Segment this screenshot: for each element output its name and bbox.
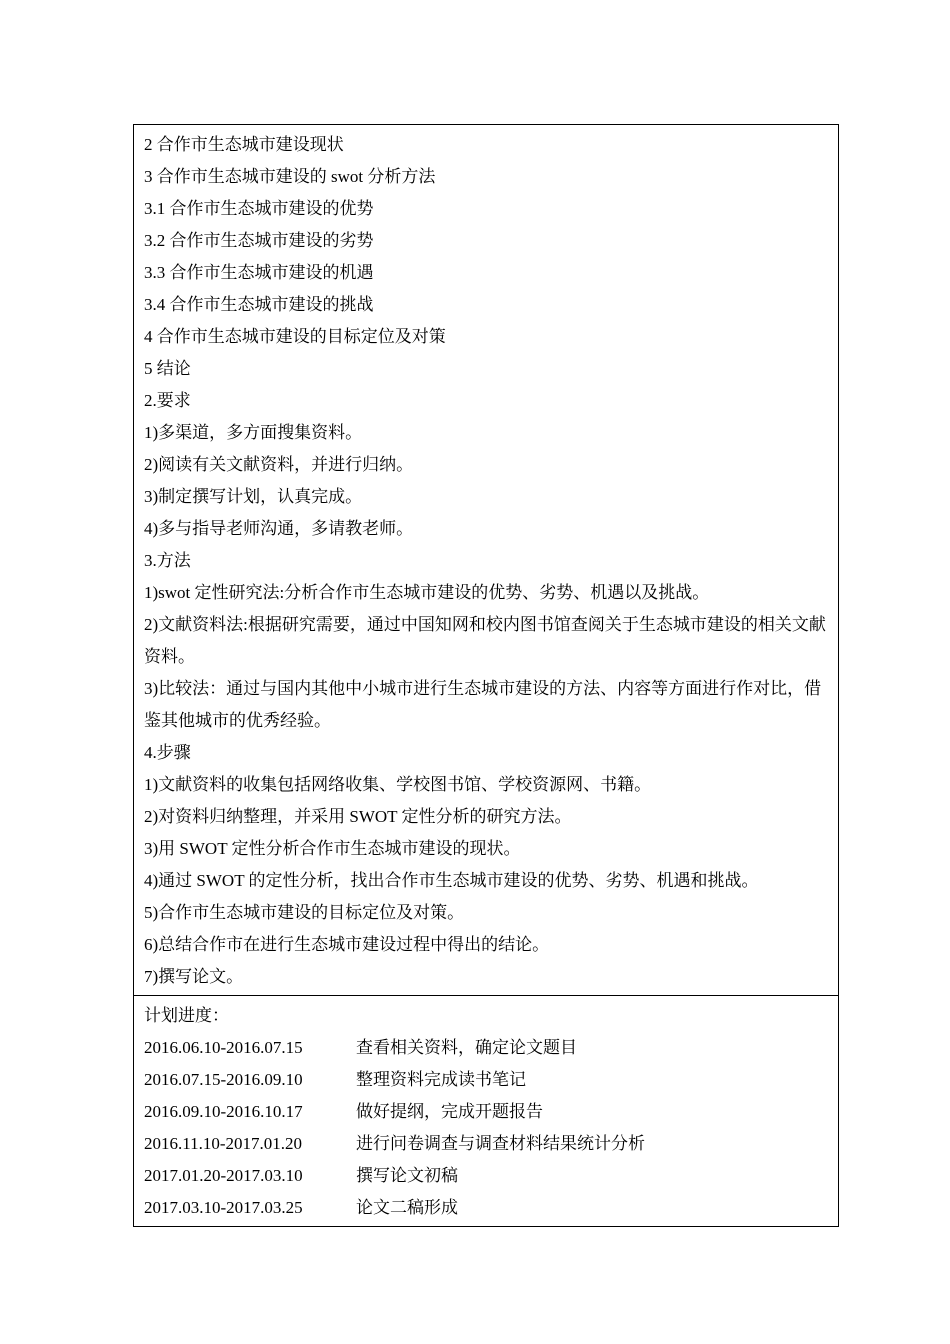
requirement-item: 3)制定撰写计划，认真完成。 <box>144 487 363 506</box>
outline-item: 3.3 合作市生态城市建设的机遇 <box>144 263 374 282</box>
schedule-date: 2016.07.15-2016.09.10 <box>144 1070 303 1089</box>
requirement-item: 1)多渠道，多方面搜集资料。 <box>144 423 363 442</box>
schedule-date: 2017.01.20-2017.03.10 <box>144 1166 303 1185</box>
outline-item: 3.4 合作市生态城市建设的挑战 <box>144 295 374 314</box>
section-heading-requirements: 2.要求 <box>144 391 191 410</box>
outline-item: 2 合作市生态城市建设现状 <box>144 135 344 154</box>
schedule-heading: 计划进度： <box>144 1006 229 1025</box>
step-item: 1)文献资料的收集包括网络收集、学校图书馆、学校资源网、书籍。 <box>144 775 652 794</box>
schedule-date: 2017.03.10-2017.03.25 <box>144 1198 303 1217</box>
schedule-date: 2016.11.10-2017.01.20 <box>144 1134 303 1153</box>
step-item: 5)合作市生态城市建设的目标定位及对策。 <box>144 903 465 922</box>
schedule-task: 查看相关资料，确定论文题目 <box>356 1038 577 1057</box>
schedule-row <box>144 1032 830 1064</box>
outline-item: 3.2 合作市生态城市建设的劣势 <box>144 231 374 250</box>
outline-item: 5 结论 <box>144 359 191 378</box>
method-item: 2)文献资料法:根据研究需要，通过中国知网和校内图书馆查阅关于生态城市建设的相关文献资料。 <box>144 615 826 666</box>
schedule-row <box>144 1192 830 1224</box>
document-table <box>133 124 839 1227</box>
schedule-task: 整理资料完成读书笔记 <box>356 1070 526 1089</box>
schedule-task: 进行问卷调查与调查材料结果统计分析 <box>356 1134 645 1153</box>
step-item: 3)用 SWOT 定性分析合作市生态城市建设的现状。 <box>144 839 521 858</box>
step-item: 4)通过 SWOT 的定性分析，找出合作市生态城市建设的优势、劣势、机遇和挑战。 <box>144 871 759 890</box>
section-heading-steps: 4.步骤 <box>144 743 191 762</box>
schedule-cell <box>134 995 838 1226</box>
schedule-date: 2016.06.10-2016.07.15 <box>144 1038 303 1057</box>
schedule-row <box>144 1064 830 1096</box>
section-heading-methods: 3.方法 <box>144 551 191 570</box>
outline-item: 3 合作市生态城市建设的 swot 分析方法 <box>144 167 436 186</box>
outline-item: 4 合作市生态城市建设的目标定位及对策 <box>144 327 446 346</box>
step-item: 6)总结合作市在进行生态城市建设过程中得出的结论。 <box>144 935 550 954</box>
schedule-row <box>144 1160 830 1192</box>
outline-item: 3.1 合作市生态城市建设的优势 <box>144 199 374 218</box>
schedule-row <box>144 1096 830 1128</box>
schedule-task: 论文二稿形成 <box>356 1198 458 1217</box>
requirement-item: 4)多与指导老师沟通，多请教老师。 <box>144 519 414 538</box>
step-item: 7)撰写论文。 <box>144 967 244 986</box>
method-item: 3)比较法：通过与国内其他中小城市进行生态城市建设的方法、内容等方面进行作对比，借鉴其他城市的优秀经验。 <box>144 679 822 730</box>
schedule-task: 做好提纲，完成开题报告 <box>356 1102 543 1121</box>
content-cell <box>134 125 838 995</box>
method-item: 1)swot 定性研究法:分析合作市生态城市建设的优势、劣势、机遇以及挑战。 <box>144 583 710 602</box>
requirement-item: 2)阅读有关文献资料，并进行归纳。 <box>144 455 414 474</box>
schedule-task: 撰写论文初稿 <box>356 1166 458 1185</box>
schedule-date: 2016.09.10-2016.10.17 <box>144 1102 303 1121</box>
schedule-row <box>144 1128 830 1160</box>
step-item: 2)对资料归纳整理，并采用 SWOT 定性分析的研究方法。 <box>144 807 572 826</box>
